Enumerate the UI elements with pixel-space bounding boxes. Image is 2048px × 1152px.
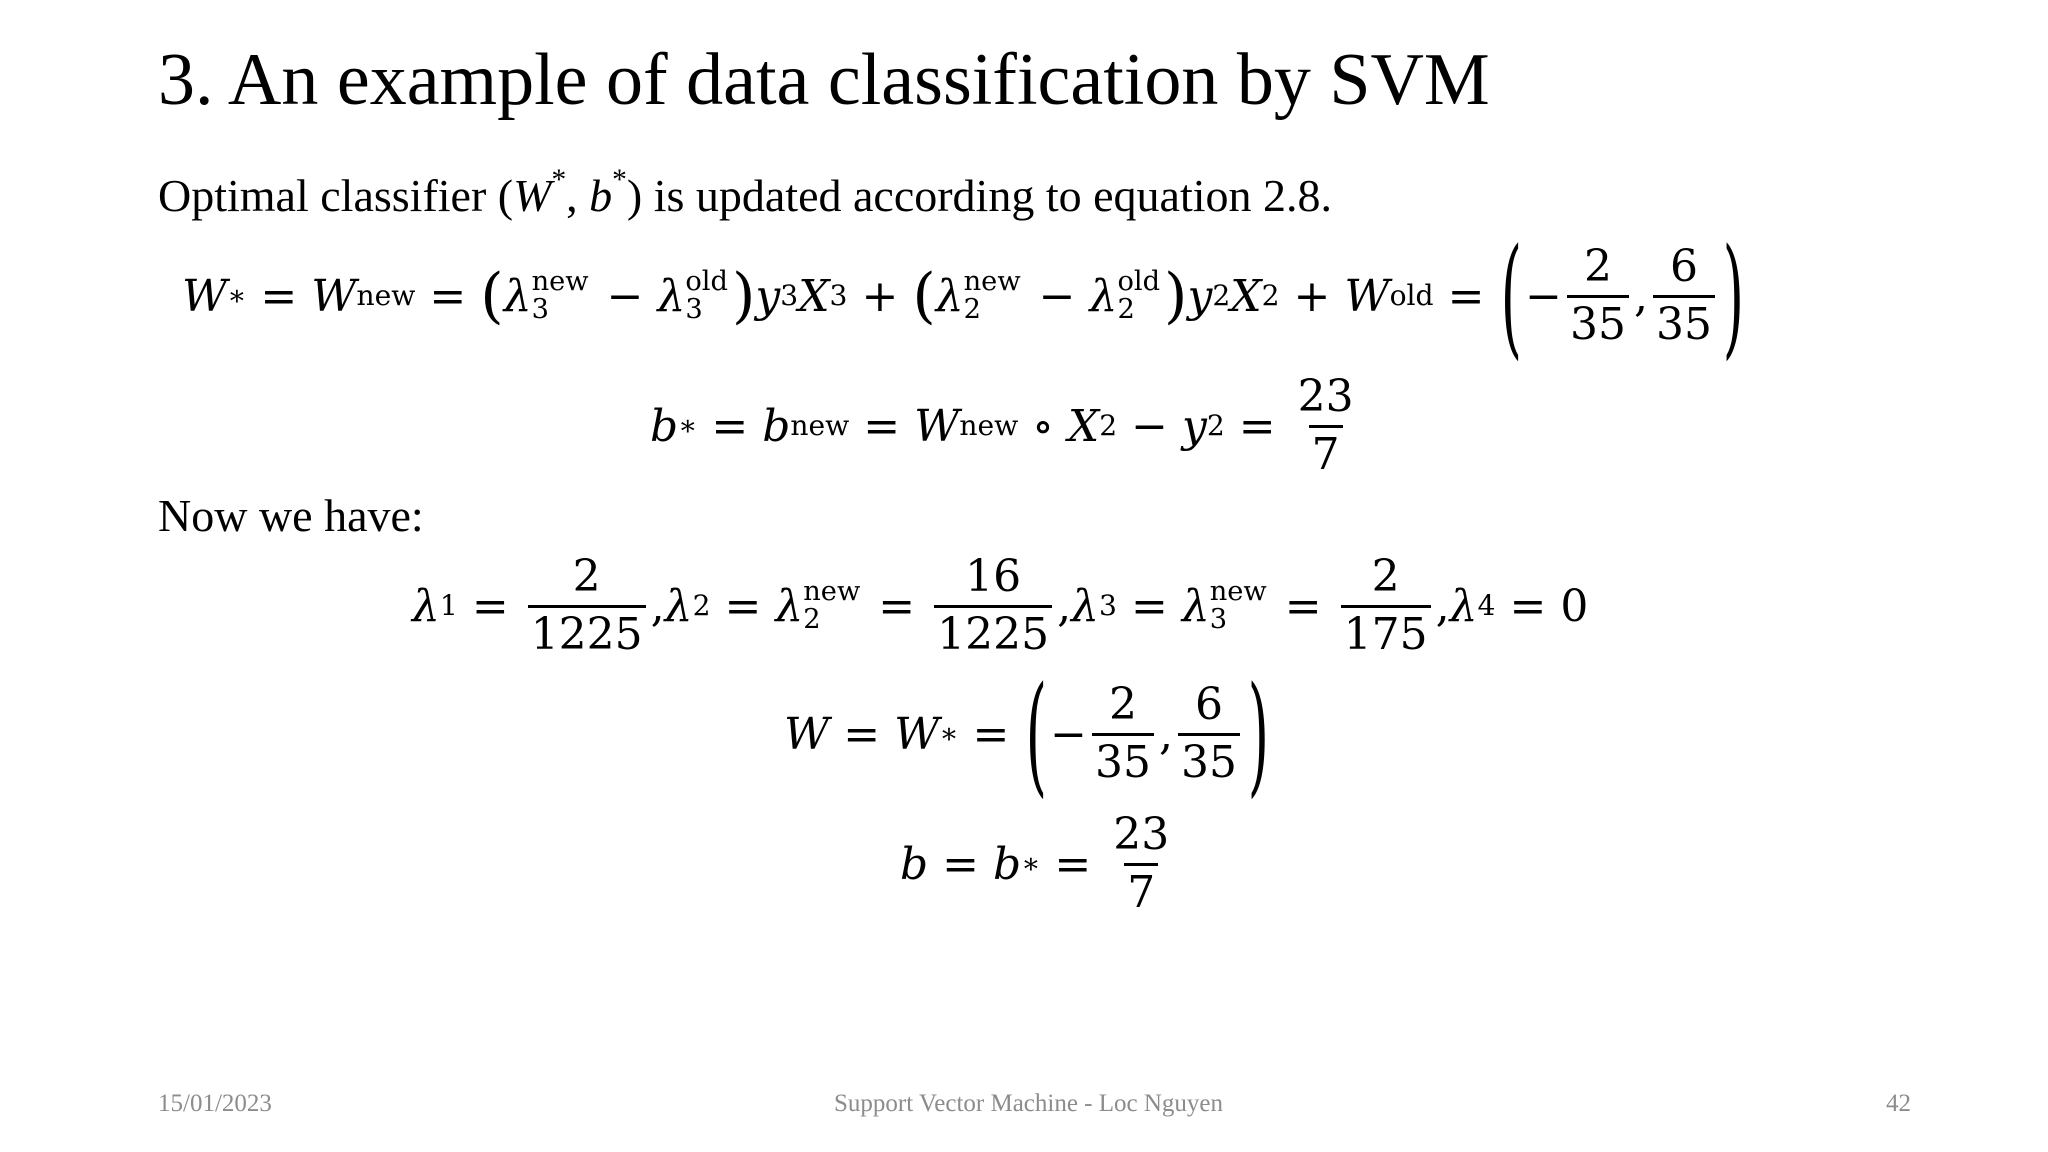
intro-text: Optimal classifier (W*, b*) is updated according to equation 2.8. <box>158 163 1333 221</box>
equation-w: W = W ∗ = ( − $\frac{2}{35}$ , $\frac{6}{35}$ ) <box>784 658 1269 810</box>
equation-w-star: W ∗ = W new = ( λ new 3 − λ old 3 ) y 3 X 3 + ( λ new 2 − λ old 2 ) y 2 X 2 + W old = ( − $\frac{2}{35}$ , $\frac{6}{35}$ ) <box>182 220 1745 372</box>
page-number: 42 <box>1886 1090 1911 1117</box>
footer-date: 15/01/2023 <box>158 1090 272 1117</box>
slide-title: 3. An example of data classification by SVM <box>158 39 1490 121</box>
equation-lambdas: λ 1 = $\frac{2}{1225}$ , λ 2 = λ new 2 = $\frac{16}{1225}$ , λ 3 = λ new 3 = $\frac{2}{175}$ , λ 4 = 0 <box>412 551 1589 660</box>
footer-title: Support Vector Machine - Loc Nguyen <box>834 1090 1224 1117</box>
equation-b-star: b ∗ = b new = W new ∘ X 2 − y 2 = $\frac{23}{7}$ <box>650 371 1354 480</box>
equation-b: b = b ∗ = $\frac{23}{7}$ <box>900 809 1170 918</box>
now-we-have-text: Now we have: <box>158 490 424 541</box>
